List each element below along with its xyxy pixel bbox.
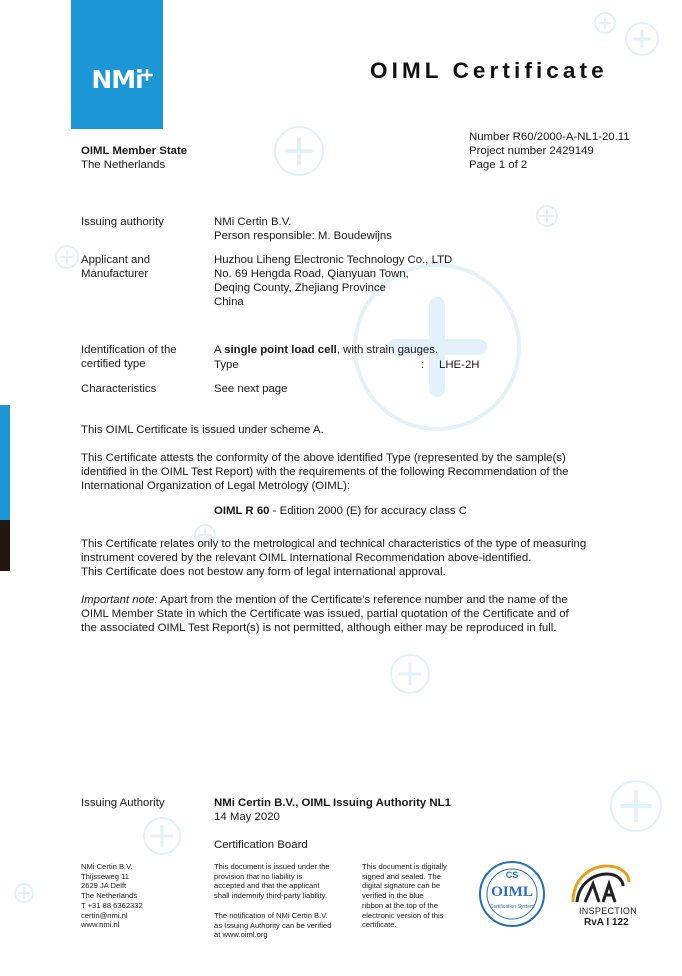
- address-line: NMi Certin B.V.: [81, 862, 133, 871]
- digital-line: digital signature can be: [362, 881, 441, 891]
- side-ribbon-dark: [0, 520, 10, 571]
- important-line2: OIML Member State in which the Certificate was issued, partial quotation of the Certificate and of: [81, 608, 569, 620]
- member-state-label: OIML Member State: [81, 145, 188, 157]
- attest-line3: International Organization of Legal Metrology (OIML):: [81, 480, 351, 492]
- oiml-seal-middle: OIML: [491, 884, 533, 900]
- digital-line: verified in the blue: [362, 891, 424, 901]
- address-line: The Netherlands: [81, 891, 138, 901]
- important-label: Important note:: [81, 594, 158, 606]
- page-title: OIML Certificate: [370, 58, 608, 83]
- recommendation-code: OIML R 60: [214, 505, 270, 517]
- type-separator: :: [421, 359, 425, 371]
- nmi-logo: [71, 0, 163, 129]
- digital-line: electronic version of this: [362, 910, 444, 920]
- issuing-authority-label: Issuing authority: [81, 216, 164, 228]
- liability-line: provision that no liability is: [214, 871, 303, 881]
- oiml-seal-top: CS: [505, 870, 519, 880]
- recommendation: [214, 504, 467, 518]
- notification-line: at www.oiml.org: [214, 930, 268, 940]
- identification-label-line1: Identification of the: [81, 344, 177, 356]
- relates-line3: This Certificate does not bestow any form of legal international approval.: [81, 566, 446, 578]
- type-value: LHE-2H: [439, 359, 480, 371]
- person-responsible: Person responsible: M. Boudewijns: [214, 230, 392, 242]
- characteristics-value: See next page: [214, 383, 288, 395]
- address-website: www.nmi.nl: [81, 920, 120, 930]
- signature-date: 14 May 2020: [214, 811, 280, 823]
- attest-line2: identified in the OIML Test Report) with the requirements of the following Recommendation of the: [81, 466, 569, 478]
- relates-line1: This Certificate relates only to the metrological and technical characteristics of the type of measuring: [81, 538, 587, 550]
- identification-bold: single point load cell: [224, 344, 337, 356]
- address-line: 2629 JA Delft: [81, 881, 127, 891]
- identification-description: [214, 343, 438, 357]
- certificate-number: Number R60/2000-A-NL1-20.11: [469, 131, 630, 143]
- side-ribbon-blue: [0, 405, 10, 520]
- important-line3: the associated OIML Test Report(s) is not permitted, although either may be reproduced in full.: [81, 622, 557, 634]
- issuing-authority-name: NMi Certin B.V.: [214, 216, 292, 228]
- project-number: Project number 2429149: [469, 145, 594, 157]
- applicant-label-line1: Applicant and: [81, 254, 151, 266]
- rva-seal-line2: RvA I 122: [584, 917, 629, 928]
- type-label: Type: [214, 359, 239, 371]
- identification-label-line2: certified type: [81, 358, 146, 370]
- footer-address: [81, 862, 143, 930]
- identification-prefix: A: [214, 344, 225, 356]
- logo-text: NMi: [91, 65, 143, 94]
- oiml-certification-seal: [478, 860, 546, 928]
- notification-line: as Issuing Authority can be verified: [214, 920, 332, 930]
- recommendation-edition: - Edition 2000 (E) for accuracy class C: [269, 505, 468, 517]
- relates-line2: instrument covered by the relevant OIML International Recommendation above-identified.: [81, 552, 532, 564]
- logo-plus-icon: [140, 68, 154, 82]
- address-line: Thijsseweg 11: [81, 871, 129, 881]
- identification-suffix: , with strain gauges.: [336, 344, 439, 356]
- applicant-label-line2: Manufacturer: [81, 268, 149, 280]
- digital-line: certificate.: [362, 920, 397, 930]
- footer-digital: [362, 862, 447, 930]
- characteristics-label: Characteristics: [81, 383, 157, 395]
- applicant-line4: China: [214, 296, 244, 308]
- digital-line: This document is digitally: [362, 862, 447, 871]
- digital-line: ribbon at the top of the: [362, 900, 438, 910]
- page-number: Page 1 of 2: [469, 159, 528, 171]
- important-text: Apart from the mention of the Certificate’s reference number and the name of the: [157, 594, 568, 606]
- rva-seal-line1: INSPECTION: [579, 906, 638, 916]
- signature-label: Issuing Authority: [81, 797, 165, 809]
- oiml-seal-bottom: Certification System: [489, 904, 535, 910]
- certification-board: Certification Board: [214, 839, 308, 851]
- applicant-line2: No. 69 Hengda Road, Qianyuan Town,: [214, 268, 409, 280]
- rva-inspection-seal: [563, 862, 639, 934]
- liability-line: This document is issued under the: [214, 862, 330, 871]
- notification-line: The notification of NMi Certin B.V.: [214, 911, 328, 920]
- important-line1: [81, 593, 641, 607]
- applicant-line1: Huzhou Liheng Electronic Technology Co., LTD: [214, 254, 453, 266]
- digital-line: signed and sealed. The: [362, 871, 441, 881]
- footer-liability: [214, 862, 330, 901]
- applicant-line3: Deqing County, Zhejiang Province: [214, 282, 387, 294]
- address-email: certin@nmi.nl: [81, 910, 128, 920]
- signature-authority: NMi Certin B.V., OIML Issuing Authority NL1: [214, 797, 451, 809]
- liability-line: accepted and that the applicant: [214, 881, 320, 891]
- liability-line: shall indemnify third-party liability.: [214, 891, 327, 901]
- attest-line1: This Certificate attests the conformity of the above identified Type (represented by the sample(s): [81, 452, 566, 464]
- member-state-value: The Netherlands: [81, 159, 166, 171]
- footer-notification: [214, 911, 331, 940]
- address-phone: T +31 88 6362332: [81, 900, 143, 910]
- rva-seal-graphic: [563, 862, 639, 906]
- scheme-statement: This OIML Certificate is issued under scheme A.: [81, 424, 324, 436]
